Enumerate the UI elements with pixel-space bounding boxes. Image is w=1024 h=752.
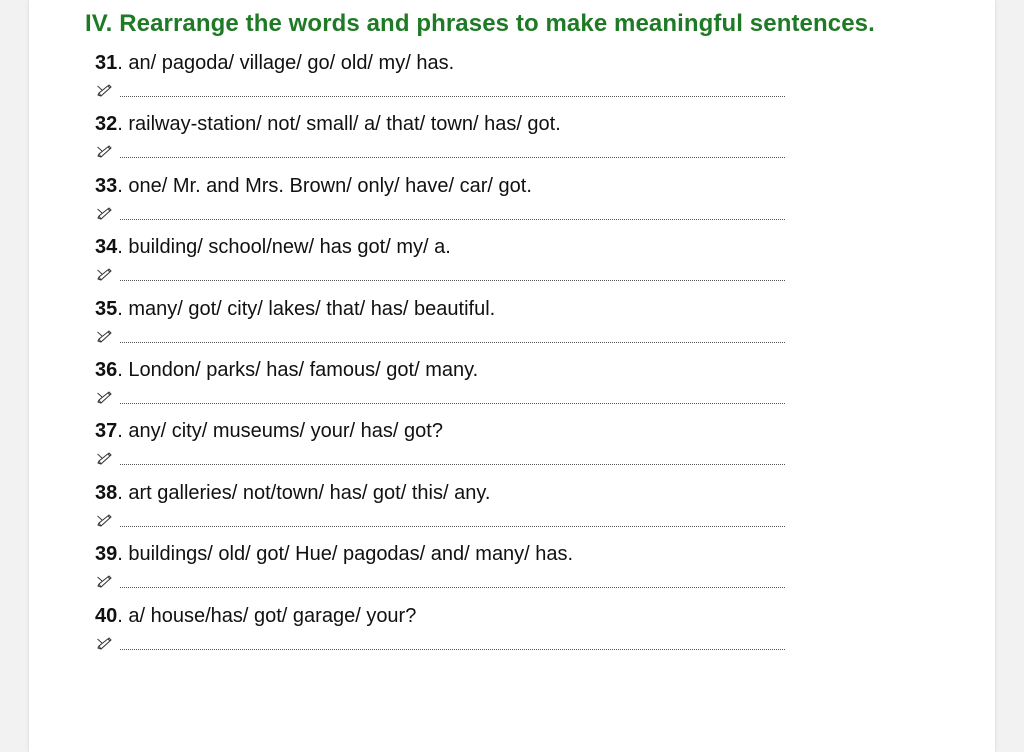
question-words: . an/ pagoda/ village/ go/ old/ my/ has. xyxy=(117,52,455,74)
question-words: . London/ parks/ has/ famous/ got/ many. xyxy=(117,358,479,381)
question-words: . one/ Mr. and Mrs. Brown/ only/ have/ car/ got. xyxy=(117,174,532,197)
pencil-icon xyxy=(97,329,113,343)
exercise-item xyxy=(95,50,795,111)
answer-line[interactable] xyxy=(120,464,785,465)
answer-line[interactable] xyxy=(120,157,785,158)
pencil-icon xyxy=(97,390,113,404)
question-number: 40 xyxy=(95,604,118,627)
question-words: . art galleries/ not/town/ has/ got/ this/ any. xyxy=(117,481,491,504)
question-text xyxy=(95,236,451,259)
question-words: . buildings/ old/ got/ Hue/ pagodas/ and/ many/ has. xyxy=(117,543,574,566)
pencil-icon xyxy=(97,267,113,281)
question-number: 35 xyxy=(95,297,118,320)
answer-row xyxy=(95,82,787,100)
pencil-icon xyxy=(97,206,113,220)
answer-row xyxy=(95,512,787,530)
answer-row xyxy=(95,635,787,653)
answer-line[interactable] xyxy=(120,96,785,97)
answer-line[interactable] xyxy=(120,587,785,588)
exercise-list xyxy=(95,50,795,664)
question-text xyxy=(95,543,573,566)
question-words: . building/ school/new/ has got/ my/ a. xyxy=(117,236,451,259)
question-number: 31 xyxy=(95,52,118,74)
answer-row xyxy=(95,389,787,407)
question-number: 36 xyxy=(95,358,118,381)
answer-row xyxy=(95,573,787,591)
exercise-item xyxy=(95,418,795,479)
question-text xyxy=(95,605,416,628)
question-text xyxy=(95,113,561,136)
question-number: 32 xyxy=(95,113,118,136)
question-words: . railway-station/ not/ small/ a/ that/ town/ has/ got. xyxy=(117,113,561,136)
question-words: . any/ city/ museums/ your/ has/ got? xyxy=(117,420,443,443)
pencil-icon xyxy=(97,144,113,158)
question-words: . a/ house/has/ got/ garage/ your? xyxy=(117,604,417,627)
exercise-item xyxy=(95,357,795,418)
question-text xyxy=(95,52,454,75)
question-text xyxy=(95,420,443,443)
question-text xyxy=(95,359,478,382)
question-number: 39 xyxy=(95,543,118,566)
pencil-icon xyxy=(97,513,113,527)
answer-row xyxy=(95,205,787,223)
answer-line[interactable] xyxy=(120,403,785,404)
exercise-item xyxy=(95,541,795,602)
pencil-icon xyxy=(97,83,113,97)
answer-row xyxy=(95,143,787,161)
answer-line[interactable] xyxy=(120,649,785,650)
exercise-item xyxy=(95,603,795,664)
answer-line[interactable] xyxy=(120,342,785,343)
exercise-item xyxy=(95,480,795,541)
question-number: 37 xyxy=(95,420,118,443)
question-words: . many/ got/ city/ lakes/ that/ has/ beautiful. xyxy=(117,297,496,320)
exercise-item xyxy=(95,296,795,357)
exercise-item xyxy=(95,234,795,295)
answer-row xyxy=(95,266,787,284)
answer-row xyxy=(95,328,787,346)
exercise-item xyxy=(95,111,795,172)
question-text xyxy=(95,482,490,505)
answer-line[interactable] xyxy=(120,526,785,527)
question-text xyxy=(95,175,532,198)
pencil-icon xyxy=(97,574,113,588)
answer-line[interactable] xyxy=(120,219,785,220)
question-number: 34 xyxy=(95,236,118,259)
question-text xyxy=(95,298,495,321)
pencil-icon xyxy=(97,636,113,650)
answer-row xyxy=(95,450,787,468)
exercise-item xyxy=(95,173,795,234)
question-number: 33 xyxy=(95,174,118,197)
question-number: 38 xyxy=(95,481,118,504)
worksheet-page xyxy=(29,0,995,752)
section-heading: IV. Rearrange the words and phrases to make meaningful sentences. xyxy=(85,10,875,37)
pencil-icon xyxy=(97,451,113,465)
answer-line[interactable] xyxy=(120,280,785,281)
